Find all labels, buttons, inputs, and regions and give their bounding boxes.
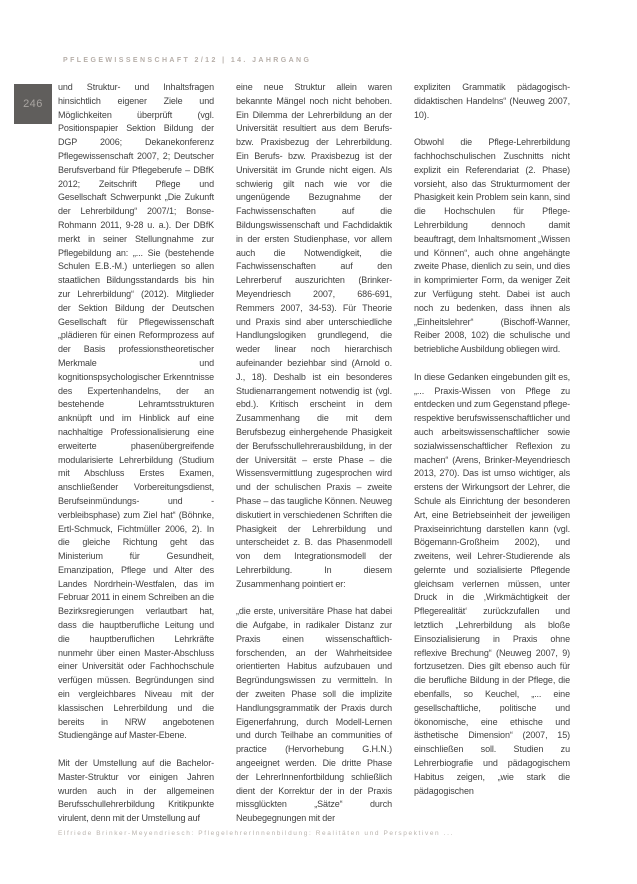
- paragraph: expliziten Grammatik pädagogisch-didaktischen Handelns“ (Neuweg 2007, 10).: [414, 82, 570, 120]
- paragraph: In diese Gedanken eingebunden gilt es, „... Praxis-Wissen von Pflege zu entdecken und zum Gegenstand pflege- respektive berufswissenschaftlicher und auch arbeitswissenschaftlicher sowie sozialwissenschaftlicher Reflexion zu machen“ (Arens, Brinker-Meyendriesch 2013, 270). Das ist umso wichtiger, als erstens der Wirkungsort der Lehrer, die Schule als Einrichtung der besonderen Art, eine Betriebseinheit der jeweiligen Praxiseinrichtung darstellen kann (vgl. Bögemann-Großheim 2002), und zweitens, weil Lehrer-Studierende als gelernte und sozialisierte Pflegende gleichsam verlernen müssen, unter Druck in die ‚Wirkmächtigkeit der Pflegerealität‘ zurückzufallen und letztlich „Lehrerbildung als bloße Einsozialisierung in Praxis ohne reflexive Brechung“ (Neuweg 2007, 9) fortzusetzen. Dies gilt ebenso auch für die berufliche Bildung in der Pflege, die ebenfalls, so Keuchel, „... eine gesellschaftliche, politische und ökonomische, eine ethische und ästhetische Dimension“ (2007, 15) einschließen soll. Studien zu Lehrerbiografie und pädagogischem Habitus zeigen, „wie stark die pädagogischen: [414, 371, 570, 796]
- text-column-1: [58, 81, 214, 833]
- page-number: 246: [23, 98, 43, 110]
- paragraph: Obwohl die Pflege-Lehrerbildung fachhochschulischen Zuschnitts nicht explizit ein Referendariat (2. Phase) vorsieht, also das Strukturmoment der Phasigkeit kein Problem sein kann, sind die Hochschulen für Pflege-Lehrerbildung dennoch damit beauftragt, dem Inhaltsmoment „Wissen und Können“, auch ohne angehängte zweite Phase, dienlich zu sein, und dies in komprimierter Form, da weniger Zeit zur Verfügung steht. Dabei ist auch noch zu bedenken, dass ihnen als „Einheitslehrer“ (Bischoff-Wanner, Reiber 2008, 102) die schulische und betriebliche Ausbildung obliegen wird.: [414, 137, 570, 355]
- text-column-2: [236, 81, 392, 833]
- footer-line: Elfriede Brinker-Meyendriesch: PflegelehrerInnenbildung: Realitäten und Perspektiven ...: [58, 830, 454, 837]
- text-column-3: [414, 81, 570, 833]
- page-number-badge: [14, 84, 52, 124]
- paragraph: und Struktur- und Inhaltsfragen hinsichtlich eigener Ziele und Möglichkeiten überprüft (vgl. Positionspapier Sektion Bildung der DGP 2006; Dekanekonferenz Pflegewissenschaft 2007, 2; Deutscher Berufsverband für Pflegeberufe – DBfK 2012; Zeitschrift Pflege und Gesellschaft Schwerpunkt „Die Zukunft der Lehrerbildung“ 2007/1; Bonse-Rohmann 2011, 9-28 u. a.). Der DBfK merkt in seiner Stellungnahme zur Pflegebildung an: „... Sie (bestehende Schulen E.B.-M.) unterliegen so allen staatlichen Bildungsstandards bis hin zur Lehrerbildung“ (2012). Mitglieder der Sektion Bildung der Deutschen Gesellschaft für Pflegewissenschaft „plädieren für einen Reformprozess auf der Basis professionstheoretischer Merkmale und kognitionspsychologischer Erkenntnisse des Expertenhandelns, der an bestehende Lehramtsstrukturen anknüpft und im Hinblick auf eine nachhaltige Professionalisierung eine erweiterte phasenübergreifende modularisierte Lehrerbildung (Studium mit Abschluss Erstes Examen, anschließender Vorbereitungsdienst, Berufseinmündungs- und -verbleibsphase) zum Ziel hat“ (Böhnke, Ertl-Schmuck, Fichtmüller 2006, 2). In die gleiche Richtung geht das Ministerium für Gesundheit, Emanzipation, Pflege und Alter des Landes Nordrhein-Westfalen, das im Februar 2011 in einem Schreiben an die Bezirksregierungen verlautbart hat, dass die hauptberufliche Leitung und die hauptberuflichen Lehrkräfte nunmehr über einen Master-Abschluss einer Universität oder Fachhochschule verfügen müssen. Begründungen sind ein vergleichbares Niveau mit der klassischen Lehrerbildung und die bereits in NRW angebotenen Studiengänge auf Master-Ebene.: [58, 82, 214, 741]
- running-head: PFLEGEWISSENSCHAFT 2/12 | 14. JAHRGANG: [63, 57, 312, 64]
- article-body: [58, 81, 570, 833]
- paragraph: Mit der Umstellung auf die Bachelor-Master-Struktur vor einigen Jahren wurden auch in der allgemeinen Berufsschullehrerbildung Kritikpunkte virulent, denn mit der Umstellung auf: [58, 758, 214, 824]
- paragraph: „die erste, universitäre Phase hat dabei die Aufgabe, in radikaler Distanz zur Praxis einen wissenschaftlich-forschenden, an der Wahrheitsidee orientierten Habitus aufzubauen und Begründungswissen zu vermitteln. In der zweiten Phase soll die implizite Handlungsgrammatik der Praxis durch Eigenerfahrung, durch Modell-Lernen und durch Teilhabe an communities of practice (Hervorhebung G.H.N.) angeeignet werden. Die dritte Phase der LehrerInnenfortbildung schließlich dient der Korrektur der in der Praxis missglückten „Sätze“ durch Neubegegnungen mit der: [236, 606, 392, 824]
- paragraph: eine neue Struktur allein waren bekannte Mängel noch nicht behoben. Ein Dilemma der Lehrerbildung an der Universität resultiert aus dem Berufs- bzw. Praxisbezug der Lehrerbildung. Ein Berufs- bzw. Praxisbezug ist der Universität im Grunde nicht eigen. Als schwierig gilt nach wie vor die ungenügende Bezugnahme der Fachwissenschaften auf die Bildungswissenschaft und Fachdidaktik in der ersten Studienphase, vor allem auch die Notwendigkeit, die Fachwissenschaften auf den Lehrerberuf auszurichten (Brinker-Meyendriesch 2007, 686-691, Remmers 2007, 34-53). Für Theorie und Praxis sind aber unterschiedliche Handlungslogiken grundlegend, die weder linear noch hierarchisch aufeinander beziehbar sind (Arnold o. J., 18). Deshalb ist ein besonderes Studienarrangement notwendig ist (vgl. ebd.). Kritisch erscheint in dem Zusammenhang die mit dem Berufsbezug einhergehende Phasigkeit der Berufsschullehrerausbildung, in der der Universität – erste Phase – die Wissensvermittlung zugesprochen wird und der schulischen Praxis – zweite Phase – das taugliche Können. Neuweg diskutiert in verschiedenen Schriften die Phasigkeit der Lehrerbildung und unterscheidet z. B. das Phasenmodell von dem Integrationsmodell der Lehrerbildung. In diesem Zusammenhang pointiert er:: [236, 82, 392, 589]
